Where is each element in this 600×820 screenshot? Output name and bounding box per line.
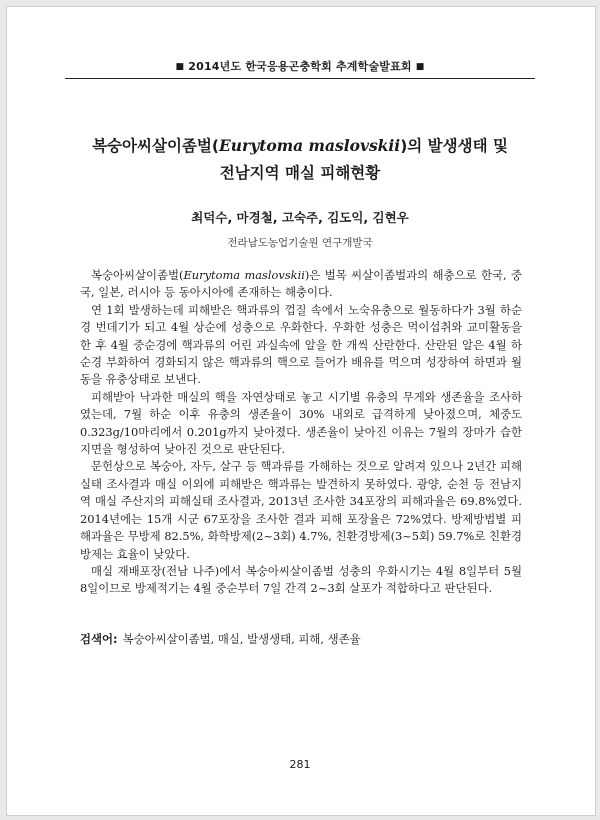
abstract xyxy=(80,267,522,598)
abstract-p1-prefix: 복숭아씨살이좀벌( xyxy=(91,268,184,282)
page-number: 281 xyxy=(289,758,311,771)
keywords xyxy=(80,631,522,648)
abstract-paragraph-2: 연 1회 발생하는데 피해받은 핵과류의 껍질 속에서 노숙유충으로 월동하다가 3월 하순경 번데기가 되고 4월 상순에 성충으로 우화한다. 우화한 성충은 먹이섭취와 교미활동을 한 후 4월 중순경에 핵과류의 어린 과실속에 알을 한 개씩 산란한다. 산란된 알은 4월 하순경 부화하여 경화되지 않은 핵과류의 핵으로 들어가 배유를 먹으며 성장하여 하면과 월동을 유충상태로 보낸다. xyxy=(80,302,522,387)
conference-name: 2014년도 한국응용곤충학회 추계학술발표회 xyxy=(188,60,412,73)
affiliation: 전라남도농업기술원 연구개발국 xyxy=(227,237,373,249)
header-bullet-left: ■ xyxy=(175,62,185,72)
title-suffix: )의 발생생태 및 xyxy=(400,137,508,155)
abstract-paragraph-4: 문헌상으로 복숭아, 자두, 살구 등 핵과류를 가해하는 것으로 알려져 있으나 2년간 피해실태 조사결과 매실 이외에 피해받은 핵과류는 발견하지 못하였다. 광양, 순천 등 전남지역 매실 주산지의 피해실태 조사결과, 2013년 조사한 34포장의 피해과율은 69.8%였다. 2014년에는 15개 시군 67포장을 조사한 결과 피해 포장율은 72%였다. 방제방법별 피해과율은 무방제 82.5%, 화학방제(2~3회) 4.7%, 친환경방제(3~5회) 59.7%로 친환경 방제는 효율이 낮았다. xyxy=(80,459,522,561)
keywords-text: 복숭아씨살이좀벌, 매실, 발생생태, 피해, 생존율 xyxy=(122,632,361,646)
abstract-paragraph-1 xyxy=(80,267,522,302)
abstract-species-name: Eurytoma maslovskii xyxy=(183,268,305,282)
abstract-paragraph-5: 매실 재배포장(전남 나주)에서 복숭아씨살이좀벌 성충의 우화시기는 4월 8일부터 5월 8일이므로 방제적기는 4월 중순부터 7일 간격 2~3회 살포가 적합하다고 판단된다. xyxy=(80,563,522,596)
conference-header xyxy=(65,58,535,79)
title-line-1 xyxy=(60,132,540,160)
title-prefix: 복숭아씨살이좀벌( xyxy=(92,137,219,155)
author-list: 최덕수, 마경철, 고숙주, 김도익, 김현우 xyxy=(191,210,409,225)
header-bullet-right: ■ xyxy=(415,62,425,72)
abstract-paragraph-3: 피해받아 낙과한 매실의 핵을 자연상태로 놓고 시기별 유충의 무게와 생존율을 조사하였는데, 7월 하순 이후 유충의 생존율이 30% 내외로 급격하게 낮아졌으며, 체중도 0.323g/10마리에서 0.201g까지 낮아졌다. 생존율이 낮아진 이유는 7월의 장마가 습한 지면을 형성하여 낮아진 것으로 판단된다. xyxy=(80,389,522,457)
keywords-label: 검색어: xyxy=(80,632,118,646)
paper-title xyxy=(60,132,540,187)
abstract-p1-suffix: )은 벌목 씨살이좀벌과의 해충으로 한국, 중국, 일본, 러시아 등 동아시아에 존재하는 해충이다. xyxy=(80,268,522,300)
title-species-name: Eurytoma maslovskii xyxy=(218,136,401,155)
title-line-2: 전남지역 매실 피해현황 xyxy=(219,164,381,182)
